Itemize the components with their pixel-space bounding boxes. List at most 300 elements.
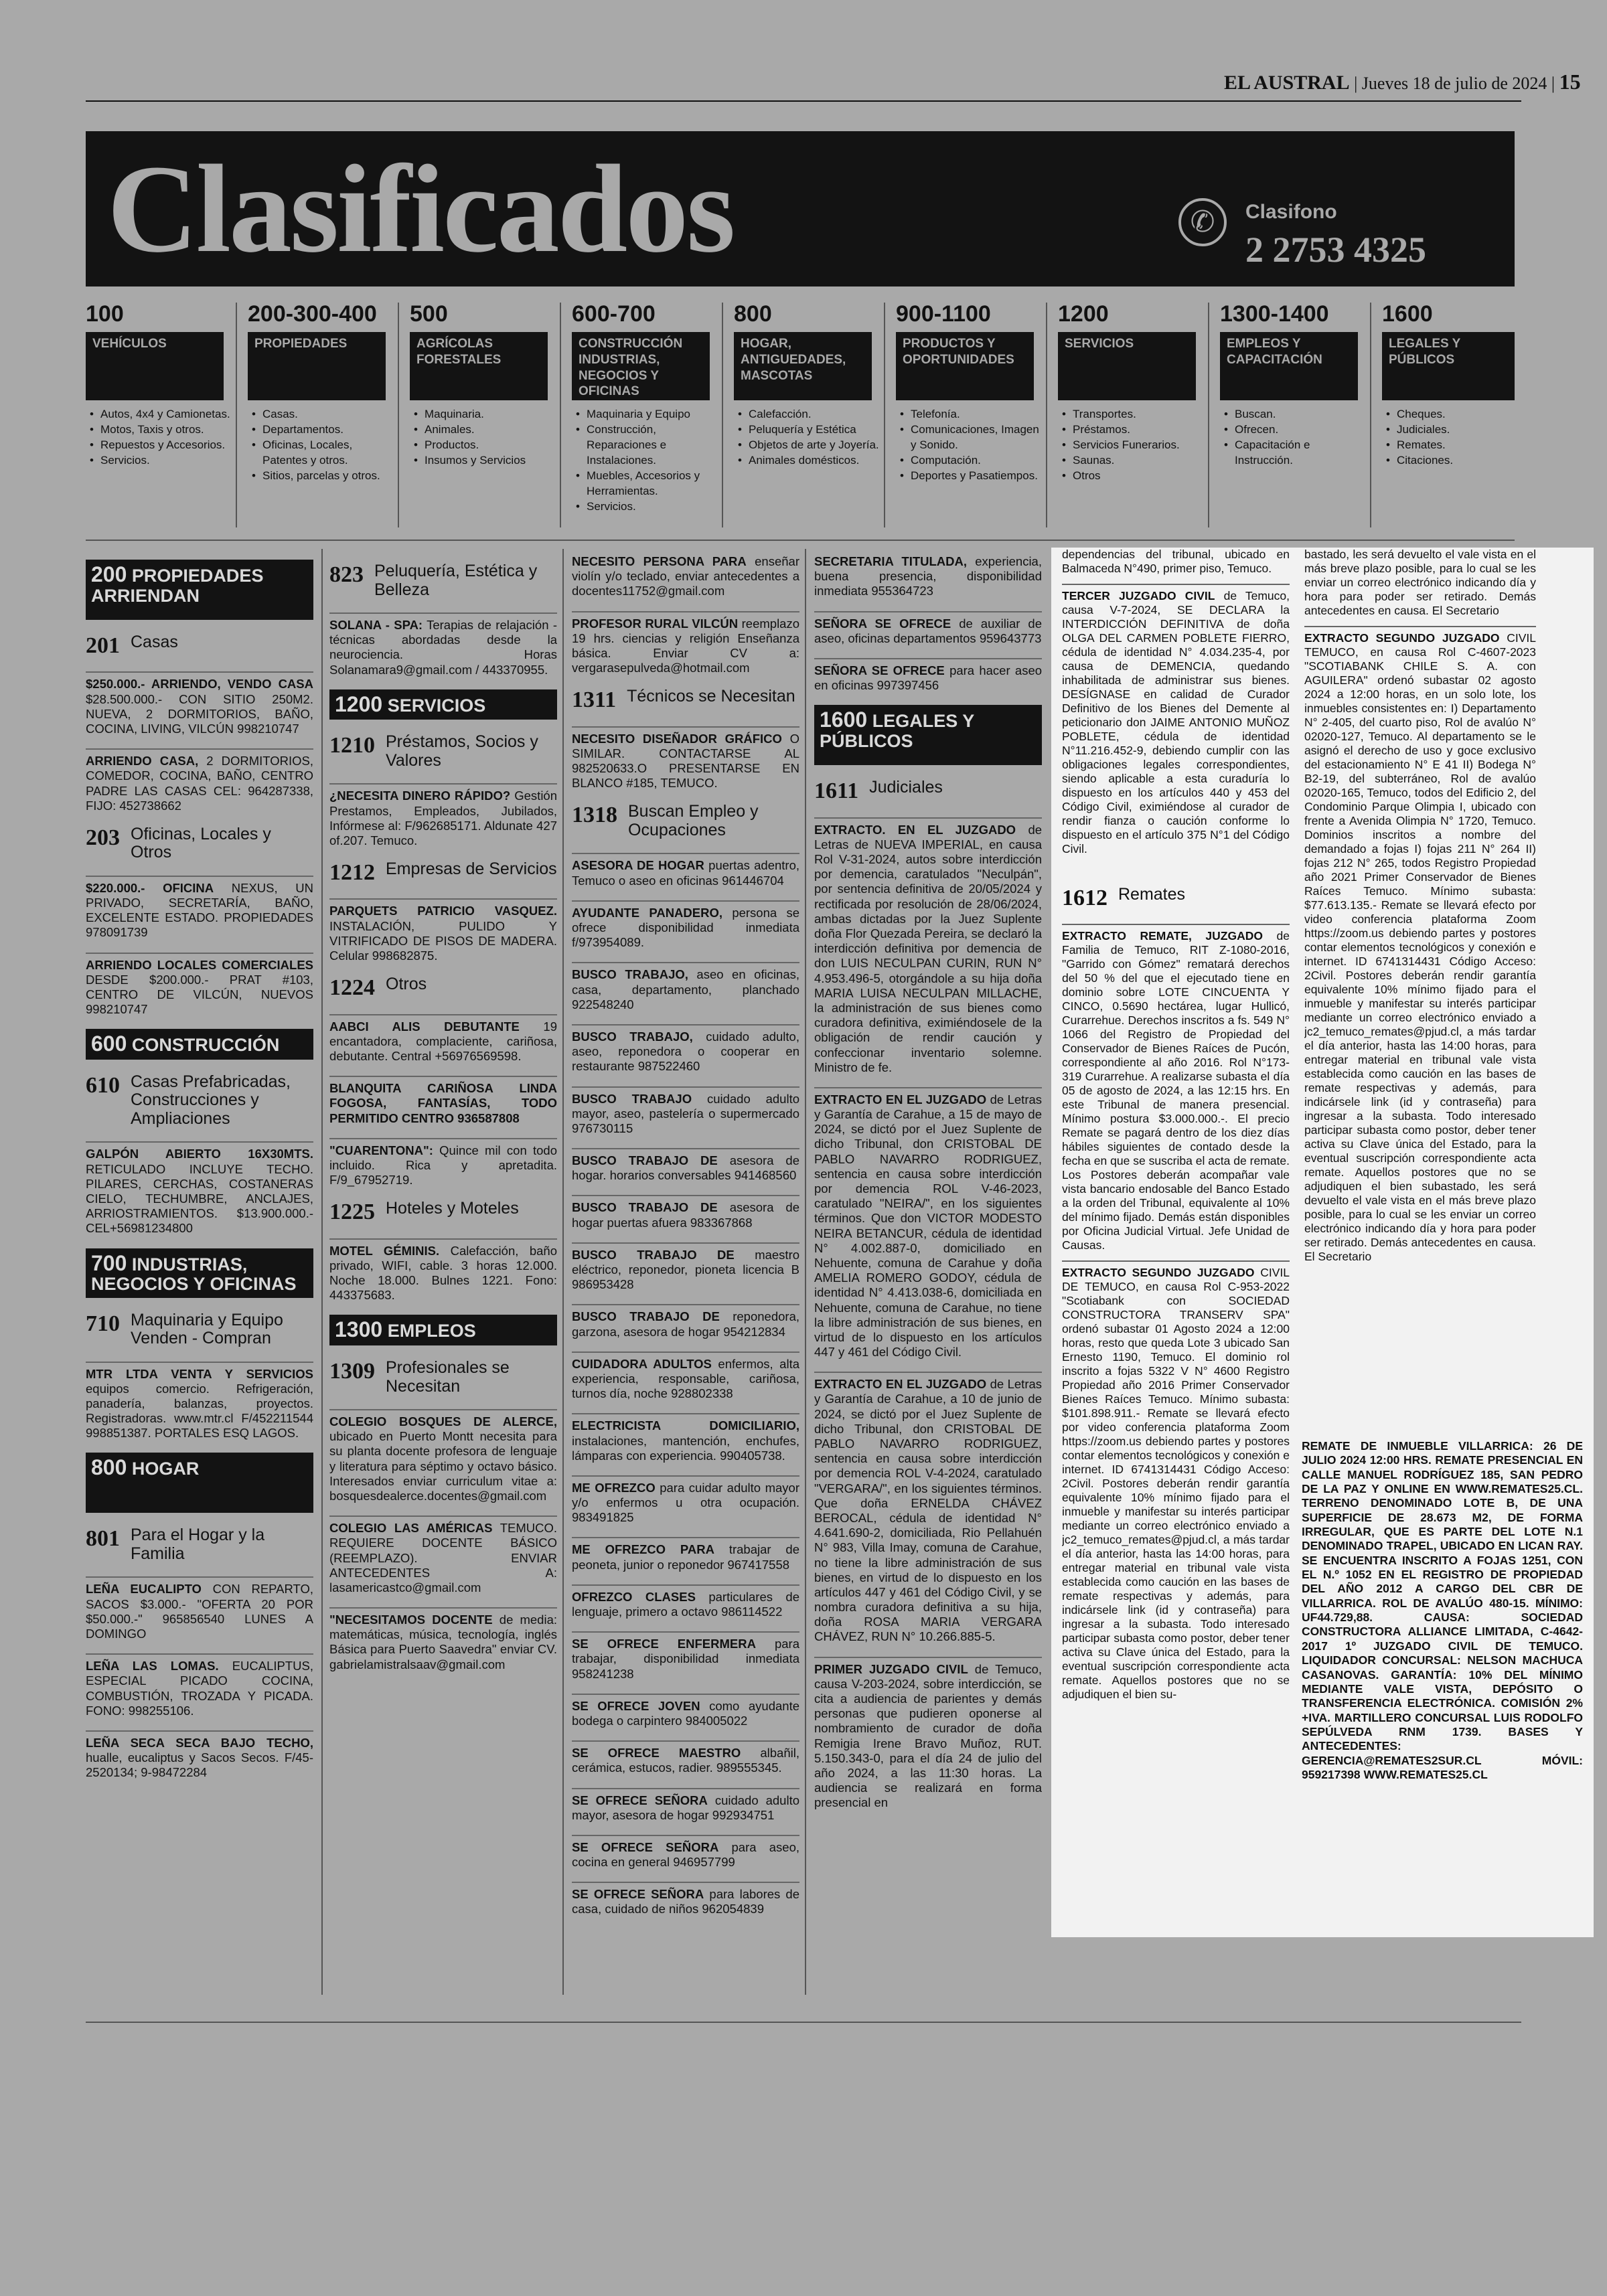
ad-body: ubicado en Puerto Montt necesita para su planta docente profesora de lenguaje y literatura para séptimo y octavo básico. Interesados enviar curriculum vitae a: bosquesdealerce.docentes@gmail.com xyxy=(329,1429,557,1503)
ad-lead: BLANQUITA CARIÑOSA LINDA xyxy=(329,1081,557,1096)
category-separator xyxy=(1370,303,1371,527)
classified-ad xyxy=(572,1304,799,1339)
classified-ad xyxy=(814,611,1042,646)
category-number: 1300-1400 xyxy=(1220,301,1329,327)
ad-lead: ARRIENDO LOCALES COMERCIALES xyxy=(86,957,313,972)
ad-lead: PRIMER JUZGADO CIVIL xyxy=(814,1661,968,1676)
category-item: • Oficinas, Locales, Patentes y otros. xyxy=(248,438,399,469)
category-number: 100 xyxy=(86,301,124,327)
classified-ad xyxy=(572,1086,799,1137)
category-item: • Cheques. xyxy=(1382,407,1515,422)
ad-body: puertas adentro, Temuco o aseo en oficinas 961446704 xyxy=(572,858,799,888)
subsection-title: Otros xyxy=(386,975,427,994)
ad-body: CIVIL TEMUCO, en causa Rol C-4607-2023 "SCOTIABANK CHILE S. A. con AGUILERA" ordenó subastar 02 agosto 2024 a 12:00 horas, en un solo lote, los inmuebles consistentes en: I) Departamento N° 2-405, del cuarto piso, Rol de avalúo N° 02020-127, Temuco. Al departamento se le asignó el derecho de uso y goce exclusivo del estacionamiento N° E 41 II) Bodega N° B2-19, del subterráneo, Rol de avalúo 02020-165, Temuco, todos del Edificio 2, del Condominio Parque Olimpia I, ubicado con frente a Avenida Olimpia N° 1720, Temuco. Dominios inscritos a nombre del demandado a fojas I) fojas 211 N° 264 II) fojas 212 N° 265, todos Registro Propiedad año 2021 Primer Conservador de Bienes Raíces Temuco. Mínimo subasta: $77.613.135.- Remate se llevará efecto por video conferencia plataforma Zoom https://zoom.us debiendo partes y postores contar elementos tecnológicos y conexión e internet. ID 6741314431 Código Acceso: 2Civil. Postores deberán rendir garantía equivalente 10% mínimo fijado para el inmueble y manifestar su interés participar mediante un correo electrónico enviado a jc2_temuco_remates@pjud.cl, a más tardar el día anterior, hasta las 14:00 horas, para entregar material en tribunal vale vista establecida como caución en las bases de remate respectivas y además, para indicársele link (id y contraseña) para ingresar a la subasta. Todo interesado participar subasta como postor, deber tener activa su Clave única del Estado, para la eventual suscripción correspondiente acta remate. Aquellos postores que no se adjudiquen el bien subastado, les será devuelto el vale vista en el más breve plazo posible, para lo cual se les enviar un correo electrónico indicando día y hora para poder ser retirado. Demás antecedentes en causa. El Secretario xyxy=(1304,631,1536,1263)
section-title: HOGAR xyxy=(131,1459,200,1479)
subsection-number: 1210 xyxy=(329,733,375,758)
legal-notice xyxy=(1062,924,1290,1252)
category-item: • Animales. xyxy=(410,422,561,438)
ad-body: 19 encantadora, complaciente, cariñosa, debutante. Central +56976569598. xyxy=(329,1019,557,1063)
ad-lead: BUSCO TRABAJO DE xyxy=(572,1200,718,1215)
subsection-801 xyxy=(86,1526,313,1563)
ad-lead: NECESITO PERSONA PARA xyxy=(572,554,747,568)
ad-lead: $220.000.- OFICINA xyxy=(86,880,214,895)
category-item: • Préstamos. xyxy=(1058,422,1209,438)
classified-ad xyxy=(572,611,799,676)
subsection-1210 xyxy=(329,733,557,770)
subsection-1318 xyxy=(572,803,799,839)
ad-lead: EXTRACTO REMATE, JUZGADO xyxy=(1062,929,1263,943)
subsection-number: 203 xyxy=(86,825,120,850)
subsection-number: 1311 xyxy=(572,687,617,713)
ad-lead: SE OFRECE SEÑORA xyxy=(572,1887,704,1902)
subsection-1309 xyxy=(329,1359,557,1396)
ad-body: asesora de hogar puertas afuera 983367868 xyxy=(572,1200,799,1230)
category-900-1100 xyxy=(896,303,1047,530)
remate-notice: REMATE DE INMUEBLE VILLARRICA: 26 DE JULIO 2024 12:00 HRS. REMATE PRESENCIAL EN CALLE MANUEL RODRÍGUEZ 185, SAN PEDRO DE LA PAZ Y ONLINE EN WWW.REMATES25.CL. TERRENO DENOMINADO LOTE B, DE UNA SUPERFICIE DE 28.673 M2, DE FORMA IRREGULAR, QUE ES PARTE DEL LOTE N.1 DENOMINADO TRAPEL, UBICADO EN LICAN RAY. SE ENCUENTRA INSCRITO A FOJAS 1251, CON EL N.º 1052 EN EL REGISTRO DE PROPIEDAD DEL AÑO 2012 A CARGO DEL CBR DE VILLARRICA. ROL DE AVALÚO 480-15. MÍNIMO: UF44.729,88. CAUSA: SOCIEDAD CONSTRUCTORA ALLIANCE LIMITADA, C-4642-2017 1º JUZGADO CIVIL DE TEMUCO. LIQUIDADOR CONCURSAL: NELSON MACHUCA CASANOVAS. GARANTÍA: 10% DEL MÍNIMO MEDIANTE VALE VISTA, DEPÓSITO O TRANSFERENCIA ELECTRÓNICA. COMISIÓN 2% +IVA. MARTILLERO CONCURSAL LUIS RODOLFO SEPÚLVEDA RNM 1739. BASES Y ANTECEDENTES: GERENCIA@REMATES2SUR.CL MÓVIL: 959217398 WWW.REMATES25.CL xyxy=(1302,1439,1583,1781)
category-number: 600-700 xyxy=(572,301,656,327)
ad-lead: AYUDANTE PANADERO, xyxy=(572,905,723,920)
page-number: 15 xyxy=(1559,70,1581,94)
category-200-300-400 xyxy=(248,303,399,530)
subsection-1611 xyxy=(814,778,1042,803)
subsection-title: Profesionales se Necesitan xyxy=(386,1358,510,1396)
category-item: • Judiciales. xyxy=(1382,422,1515,438)
subsection-1612 xyxy=(1062,886,1290,910)
classified-ad xyxy=(329,1238,557,1303)
legal-notice xyxy=(814,1087,1042,1360)
subsection-number: 610 xyxy=(86,1072,120,1098)
subsection-title: Préstamos, Socios y Valores xyxy=(386,732,538,770)
ad-body: CIVIL DE TEMUCO, en causa Rol C-953-2022 "Scotiabank con SOCIEDAD CONSTRUCTORA TRANSERV SPA" ordenó subastar 01 Agosto 2024 a 12:00 horas, resto que queda Lote 3 ubicado San Ernesto 1190, Temuco. El dominio rol inscrito a fojas 5322 V N° 4600 Registro Propiedad año 2016 Primer Conservador Bienes Raíces Temuco. Mínimo subasta: $101.898.911.- Remate se llevará efecto por video conferencia plataforma Zoom https://zoom.us debiendo partes y postores contar elementos tecnológicos y conexión e internet. ID 6741314431 Código Acceso: 2Civil. Postores deberán rendir garantía equivalente 10% mínimo fijado para el inmueble y manifestar su interés participar mediante un correo electrónico enviado a jc2_temuco_remates@pjud.cl, a más tardar el día anterior, hasta las 14:00 horas, para entregar material en tribunal vale vista establecida como caución en las bases de remate respectivas y además, para indicársele link (id y contraseña) para ingresar a la subasta. Todo interesado participar subasta como postor, deber tener activa su Clave única del Estado, para la eventual suscripción correspondiente acta remate. Aquellos postores que no se adjudiquen el bien su- xyxy=(1062,1266,1290,1702)
subsection-number: 201 xyxy=(86,633,120,658)
ad-lead: EXTRACTO SEGUNDO JUZGADO xyxy=(1304,631,1500,645)
category-separator xyxy=(560,303,561,527)
category-item: • Citaciones. xyxy=(1382,453,1515,469)
ad-body: albañil, cerámica, estucos, radier. 989555345. xyxy=(572,1746,799,1775)
category-name: PRODUCTOS Y OPORTUNIDADES xyxy=(896,332,1034,400)
classified-ad xyxy=(329,783,557,848)
ad-body: maestro eléctrico, reponedor, pioneta licencia B 986953428 xyxy=(572,1247,799,1292)
category-name: PROPIEDADES xyxy=(248,332,386,400)
category-separator xyxy=(398,303,399,527)
section-number: 1600 xyxy=(820,708,868,732)
ad-body: O SIMILAR. CONTACTARSE AL 982520633.O PRESENTARSE EN BLANCO #185, TEMUCO. xyxy=(572,731,799,791)
category-name: LEGALES Y PÚBLICOS xyxy=(1382,332,1515,400)
category-items xyxy=(734,407,885,469)
ad-lead: BUSCO TRABAJO DE xyxy=(572,1247,735,1262)
category-number: 1600 xyxy=(1382,301,1433,327)
ad-body: Calefacción, baño privado, WIFI, cable. 3 horas 12.000. Noche 18.000. Bulnes 1221. Fono: 443375683. xyxy=(329,1243,557,1303)
subsection-1311 xyxy=(572,687,799,712)
classified-ad xyxy=(329,1515,557,1595)
legal-notice xyxy=(1304,548,1536,618)
subsection-203 xyxy=(86,825,313,862)
subsection-710 xyxy=(86,1311,313,1348)
ad-lead: TERCER JUZGADO CIVIL xyxy=(1062,589,1215,602)
category-item: • Telefonía. xyxy=(896,407,1047,422)
subsection-1224 xyxy=(329,975,557,1000)
ad-body: particulares de lenguaje, primero a octavo 986114522 xyxy=(572,1589,799,1619)
classified-ad xyxy=(329,898,557,963)
ad-body: 2 DORMITORIOS, COMEDOR, COCINA, BAÑO, CENTRO PADRE LAS CASAS CEL: 964287338, FIJO: 452738662 xyxy=(86,754,313,813)
ad-lead: ARRIENDO CASA, xyxy=(86,754,199,768)
subsection-title: Empresas de Servicios xyxy=(386,859,557,879)
section-header-800 xyxy=(86,1453,313,1513)
ad-body: cuidado adulto, aseo, reponedora o cooperar en restaurante 987522460 xyxy=(572,1029,799,1074)
ad-body: hualle, eucaliptus y Sacos Secos. F/45-2520134; 9-98472284 xyxy=(86,1750,313,1780)
category-name: SERVICIOS xyxy=(1058,332,1196,400)
ad-lead: SEÑORA SE OFRECE xyxy=(814,616,951,631)
classified-ad xyxy=(572,1024,799,1074)
category-item: • Saunas. xyxy=(1058,453,1209,469)
ad-lead: ME OFREZCO PARA xyxy=(572,1542,714,1557)
ad-body: CON REPARTO, SACOS $3.000.- "OFERTA 20 POR $50.000.-" 965856540 LUNES A DOMINGO xyxy=(86,1582,313,1641)
ad-body: para aseo, cocina en general 946957799 xyxy=(572,1839,799,1870)
section-number: 800 xyxy=(91,1455,127,1480)
column-4 xyxy=(814,554,1042,2001)
subsection-number: 1612 xyxy=(1062,886,1107,910)
category-item: • Otros xyxy=(1058,469,1209,484)
category-item: • Servicios. xyxy=(86,453,237,469)
ad-body: para trabajar, disponibilidad inmediata 958241238 xyxy=(572,1637,799,1681)
category-index xyxy=(86,303,1515,530)
top-rule xyxy=(86,100,1521,102)
category-number: 200-300-400 xyxy=(248,301,377,327)
clasifono-label: Clasifono xyxy=(1245,201,1337,223)
classified-ad xyxy=(572,1584,799,1619)
section-header-1300 xyxy=(329,1315,557,1345)
classified-ad xyxy=(572,900,799,951)
category-rule xyxy=(86,540,1515,541)
ad-lead: SE OFRECE JOVEN xyxy=(572,1698,700,1713)
section-title: SERVICIOS xyxy=(387,695,486,716)
ad-body: cuidado adulto mayor, asesora de hogar 992934751 xyxy=(572,1793,799,1822)
category-items xyxy=(248,407,399,484)
classified-ad xyxy=(572,1195,799,1230)
subsection-number: 710 xyxy=(86,1311,120,1336)
ad-body: bastado, les será devuelto el vale vista en el más breve plazo posible, para lo cual se les enviar un correo electrónico indicando día y hora para poder ser retirado. Demás antecedentes en causa. El Secretario xyxy=(1304,548,1536,617)
legal-notice xyxy=(814,1372,1042,1644)
section-title: PROPIEDADES ARRIENDAN xyxy=(91,566,264,606)
classified-ad xyxy=(86,1730,313,1781)
category-item: • Casas. xyxy=(248,407,399,422)
category-item: • Peluquería y Estética xyxy=(734,422,885,438)
ad-body: de auxiliar de aseo, oficinas departamentos 959643773 xyxy=(814,616,1042,645)
classified-ad xyxy=(572,1242,799,1293)
ad-lead: BUSCO TRABAJO DE xyxy=(572,1153,718,1168)
ad-lead: ¿NECESITA DINERO RÁPIDO? xyxy=(329,789,511,803)
category-number: 500 xyxy=(410,301,448,327)
ad-body: Quince mil con todo incluido. Rica y apretadita. F/9_67952719. xyxy=(329,1143,557,1187)
ad-body: reemplazo 19 hrs. ciencias y religión Enseñanza básica. Enviar CV a: vergarasepulveda@hotmail.com xyxy=(572,616,799,675)
category-item: • Maquinaria y Equipo xyxy=(572,407,723,422)
legal-notice xyxy=(1304,626,1536,1264)
category-name: AGRÍCOLAS FORESTALES xyxy=(410,332,548,400)
section-header-1600 xyxy=(814,705,1042,765)
ad-lead: SE OFRECE SEÑORA xyxy=(572,1839,719,1854)
subsection-610 xyxy=(86,1073,313,1129)
classified-ad xyxy=(572,1835,799,1870)
ad-lead: "NECESITAMOS DOCENTE xyxy=(329,1613,493,1627)
subsection-title: Buscan Empleo y Ocupaciones xyxy=(628,802,759,839)
category-number: 1200 xyxy=(1058,301,1109,327)
category-separator xyxy=(236,303,237,527)
category-item: • Departamentos. xyxy=(248,422,399,438)
ad-body: EUCALIPTUS, ESPECIAL PICADO COCINA, COMBUSTIÓN, TROZADA Y PICADA. FONO: 998255106. xyxy=(86,1659,313,1718)
section-title: CONSTRUCCIÓN xyxy=(131,1035,280,1056)
ad-body: INSTALACIÓN, PULIDO Y VITRIFICADO DE PISOS DE MADERA. Celular 998682875. xyxy=(329,918,557,963)
classified-ad xyxy=(86,1653,313,1718)
column-separator xyxy=(562,549,564,1995)
subsection-201 xyxy=(86,633,313,658)
column-separator xyxy=(805,549,806,1995)
ad-lead: AABCI ALIS DEBUTANTE xyxy=(329,1019,520,1034)
category-items xyxy=(86,407,237,469)
ad-body: reponedora, garzona, asesora de hogar 954212834 xyxy=(572,1309,799,1339)
clasifono-number: 2 2753 4325 xyxy=(1245,230,1426,270)
ad-body: de Letras y Garantía de Carahue, a 10 de junio de 2024, se dictó por el Juez Suplente de dicho Tribunal, don CRISTOBAL DE PABLO NAVARRO RODRIGUEZ, sentencia en causa sobre interdicción por demencia ROL V-4-2024, caratulado "VERGARA/", en los siguientes términos. Que doña ERNELDA CHÁVEZ BEROCAL, cédula de identidad N° 4.641.690-2, domiciliada, Rio Pellahuén N° 983, Villa Imay, comuna de Carahue, no tiene la libre administración de sus bienes, en virtud de lo dispuesto en los artículos 447 y 461 del Código Civil, y se nombra curadora definitiva a su hija, doña ROSA MARIA VERGARA CHÁVEZ, RUN N° 10.266.885-5. xyxy=(814,1377,1042,1644)
ad-lead: MOTEL GÉMINIS. xyxy=(329,1243,440,1258)
category-name: CONSTRUCCIÓN INDUSTRIAS, NEGOCIOS Y OFICINAS xyxy=(572,332,710,400)
masthead: EL AUSTRAL | Jueves 18 de julio de 2024 | 15 xyxy=(1224,70,1581,94)
classified-ad xyxy=(572,853,799,888)
ad-body: instalaciones, mantención, enchufes, lámparas con experiencia. 990405738. xyxy=(572,1433,799,1463)
ad-body: equipos comercio. Refrigeración, panadería, balanzas, proyectos. Registradoras. www.mtr.cl F/452211544 998851387. PORTALES ESQ LAGOS. xyxy=(86,1381,313,1441)
subsection-number: 1212 xyxy=(329,860,375,886)
subsection-823 xyxy=(329,562,557,599)
category-separator xyxy=(1208,303,1209,527)
category-name: HOGAR, ANTIGUEDADES, MASCOTAS xyxy=(734,332,872,400)
ad-body: FOGOSA, FANTASÍAS, TODO PERMITIDO CENTRO 936587808 xyxy=(329,1096,557,1125)
category-item: • Muebles, Accesorios y Herramientas. xyxy=(572,469,723,499)
classified-ad xyxy=(329,1076,557,1126)
section-number: 1300 xyxy=(335,1317,383,1342)
ad-lead: BUSCO TRABAJO, xyxy=(572,1029,693,1044)
ad-body: experiencia, buena presencia, disponibilidad inmediata 955364723 xyxy=(814,554,1042,598)
column-5 xyxy=(1062,548,1290,1710)
ad-lead: EXTRACTO. EN EL JUZGADO xyxy=(814,822,1016,837)
classified-ad xyxy=(814,658,1042,693)
ad-body: de Temuco, causa V-203-2024, sobre interdicción, se cita a audiencia de parientes y demás personas que pudieren oponerse al nombramiento de curador de doña Remigia Irene Bravo Muñoz, RUT. 5.150.343-0, para el día 24 de julio del año 2024, a las 11:30 horas. La audiencia se realizará en forma presencial en xyxy=(814,1661,1042,1810)
ad-body: dependencias del tribunal, ubicado en Balmaceda N°490, primer piso, Temuco. xyxy=(1062,548,1290,575)
ad-body: asesora de hogar. horarios conversables 941468560 xyxy=(572,1153,799,1183)
category-number: 800 xyxy=(734,301,772,327)
ad-body: de media: matemáticas, música, tecnología, inglés Básica para Puerto Saavedra" enviar CV. gabrielamistralsaav@gmail.com xyxy=(329,1613,557,1671)
ad-lead: GALPÓN ABIERTO 16X30MTS. xyxy=(86,1147,313,1161)
classified-ad xyxy=(329,1409,557,1503)
category-item: • Maquinaria. xyxy=(410,407,561,422)
ad-lead: PROFESOR RURAL VILCÚN xyxy=(572,616,739,631)
section-header-200 xyxy=(86,560,313,620)
ad-lead: LEÑA LAS LOMAS. xyxy=(86,1659,219,1673)
ad-body: para cuidar adulto mayor y/o enfermos u otra ocupación. 983491825 xyxy=(572,1480,799,1525)
category-name: EMPLEOS Y CAPACITACIÓN xyxy=(1220,332,1358,400)
ad-body: persona se ofrece disponibilidad inmediata f/973954089. xyxy=(572,905,799,950)
category-item: • Calefacción. xyxy=(734,407,885,422)
masthead-paper: EL AUSTRAL xyxy=(1224,72,1350,94)
classified-ad xyxy=(86,1362,313,1441)
subsection-number: 1611 xyxy=(814,778,859,804)
ad-lead: EXTRACTO EN EL JUZGADO xyxy=(814,1377,987,1392)
subsection-title: Maquinaria y Equipo Venden - Compran xyxy=(131,1310,283,1348)
classified-ad xyxy=(86,1141,313,1236)
ad-lead: ASESORA DE HOGAR xyxy=(572,858,704,873)
clasificados-banner xyxy=(86,131,1515,286)
masthead-date: Jueves 18 de julio de 2024 xyxy=(1361,74,1547,93)
classified-ad xyxy=(572,1475,799,1526)
subsection-number: 1318 xyxy=(572,803,617,828)
ad-body: Gestión Prestamos, Empleados, Jubilados, Infórmese al: F/962685171. Aldunate 427 of.207. Temuco. xyxy=(329,789,557,847)
category-item: • Construcción, Reparaciones e Instalaciones. xyxy=(572,422,723,469)
ad-body: Terapias de relajación - técnicas abordadas desde la neurociencia. Horas Solanamara9@gmail.com / 443370955. xyxy=(329,618,557,677)
ad-body: aseo en oficinas, casa, departamento, planchado 922548240 xyxy=(572,967,799,1011)
ad-body: NEXUS, UN PRIVADO, SECRETARÍA, BAÑO, EXCELENTE ESTADO. PROPIEDADES 978091739 xyxy=(86,880,313,940)
category-item: • Insumos y Servicios xyxy=(410,453,561,469)
classified-ad xyxy=(572,1788,799,1823)
category-item: • Autos, 4x4 y Camionetas. xyxy=(86,407,237,422)
subsection-title: Remates xyxy=(1118,885,1186,904)
ad-lead: ELECTRICISTA DOMICILIARIO, xyxy=(572,1418,799,1433)
category-items xyxy=(572,407,723,515)
classified-ad xyxy=(572,1537,799,1572)
ad-lead: NECESITO DISEÑADOR GRÁFICO xyxy=(572,731,782,746)
ad-body: de Temuco, causa V-7-2024, SE DECLARA la INTERDICCIÓN DEFINITIVA de doña OLGA DEL CARMEN POBLETE FIERRO, cédula de identidad N° 4.034.235-4, por causa de DEMENCIA, quedando inhabilitada de administrar sus bienes. DESÍGNASE en calidad de Curador Definitivo de los Bienes del Demente al peticionario don JAIME ANTONIO MUÑOZ POBLETE, cédula de identidad N°11.216.452-9, debiendo cumplir con las obligaciones legales correspondientes, siendo aplicable a esta curaduría lo dispuesto en los artículos 440 y 453 del Código Civil, eximiéndose al curador de rendir fianza o caución conforme lo dispuesto en el artículo 375 N°1 del Código Civil. xyxy=(1062,589,1290,855)
ad-lead: SE OFRECE ENFERMERA xyxy=(572,1637,756,1651)
legal-notice xyxy=(1062,1260,1290,1702)
ad-body: de Letras de NUEVA IMPERIAL, en causa Rol V-31-2024, autos sobre interdicción por demencia, caratulados "Neculpán", por sentencia definitiva de 20/05/2024 y rectificada por resolución de 28/06/2024, ambas dictadas por la Juez Suplente doña Flor Quezada Pereira, se declaró la interdicción definitiva por demencia de don LUIS NECULPAN CURIN, RUN N° 4.953.496-5, otorgándole a su hija doña MARIA LUISA NECULPAN MILLACHE, la administración de sus bienes como curadora definitiva, eximiéndosele de la obligación de rendir caución y confeccionar inventario solemne. Ministro de fe. xyxy=(814,822,1042,1074)
subsection-number: 1224 xyxy=(329,975,375,1001)
ad-body: de Familia de Temuco, RIT Z-1080-2016, "Garrido con Gómez" rematará derechos del 50 % del que el ejecutado tiene en dominio sobre LOTE CINCUENTA Y CINCO, 0.5690 hectárea, lugar Hullicó, Curarrehue. Derechos inscritos a fs. 549 N° 1066 del Registro de Propiedad del Conservador de Bienes Raíces de Pucón, correspondiente al año 2016. Rol N°173-319 Curarrehue. A realizarse subasta el día 05 de agosto de 2024, a las 12:15 hrs. En este Tribunal de manera presencial. Mínimo postura $3.000.000.-. El precio Remate se pagará dentro de los diez días hábiles siguientes de contado desde la fecha en que se suscriba el acta de remate. Los Postores deberán acompañar vale vista bancario endosable del Banco Estado a la orden del Tribunal, equivalente al 10% del mínimo fijado. Demás están disponibles por Oficina Judicial Virtual. Jefe Unidad de Causas. xyxy=(1062,929,1290,1252)
ad-body: enfermos, alta experiencia, responsable, cariñosa, turnos día, noche 928802338 xyxy=(572,1356,799,1401)
section-title: Clasificados xyxy=(107,139,734,278)
subsection-number: 823 xyxy=(329,562,364,587)
category-item: • Capacitación e Instrucción. xyxy=(1220,438,1371,469)
category-item: • Sitios, parcelas y otros. xyxy=(248,469,399,484)
category-items xyxy=(1058,407,1209,484)
section-header-1200 xyxy=(329,689,557,720)
classified-ad xyxy=(86,748,313,813)
classified-ad xyxy=(572,1148,799,1183)
classified-ad xyxy=(572,962,799,1012)
classified-ad xyxy=(572,554,799,599)
category-items xyxy=(1220,407,1371,469)
ad-lead: SEÑORA SE OFRECE xyxy=(814,663,945,677)
ad-lead: MTR LTDA VENTA Y SERVICIOS xyxy=(86,1366,313,1381)
category-items xyxy=(896,407,1047,484)
subsection-number: 1225 xyxy=(329,1200,375,1225)
column-3 xyxy=(572,554,799,2001)
ad-body: cuidado adulto mayor, aseo, pastelería o supermercado 976730115 xyxy=(572,1091,799,1135)
category-name: VEHÍCULOS xyxy=(86,332,224,400)
column-1 xyxy=(86,554,313,2001)
ad-lead: EXTRACTO EN EL JUZGADO xyxy=(814,1092,987,1106)
ad-lead: COLEGIO LAS AMÉRICAS xyxy=(329,1521,493,1536)
ad-body: $28.500.000.- CON SITIO 250M2. NUEVA, 2 DORMITORIOS, BAÑO, COCINA, LIVING, VILCÚN 998210747 xyxy=(86,691,313,736)
subsection-title: Hoteles y Moteles xyxy=(386,1199,519,1218)
subsection-title: Peluquería, Estética y Belleza xyxy=(374,562,538,599)
subsection-title: Técnicos se Necesitan xyxy=(627,687,795,706)
subsection-number: 801 xyxy=(86,1526,120,1552)
legal-notices-panel xyxy=(1051,548,1594,1937)
subsection-title: Casas Prefabricadas, Construcciones y Ampliaciones xyxy=(131,1072,291,1128)
ad-body: TEMUCO. REQUIERE DOCENTE BÁSICO (REEMPLAZO). ENVIAR ANTECEDENTES A: lasamericastco@gmail.com xyxy=(329,1521,557,1594)
ad-lead: SE OFRECE SEÑORA xyxy=(572,1793,708,1807)
classified-ad xyxy=(86,1576,313,1641)
classified-ad xyxy=(572,726,799,791)
classified-ad xyxy=(86,671,313,736)
classified-ad xyxy=(329,1607,557,1672)
category-items xyxy=(410,407,561,469)
bottom-rule xyxy=(86,2022,1521,2023)
category-item: • Ofrecen. xyxy=(1220,422,1371,438)
classified-ad xyxy=(329,1138,557,1188)
ad-lead: SOLANA - SPA: xyxy=(329,618,423,632)
category-number: 900-1100 xyxy=(896,301,991,327)
remate-box xyxy=(1291,1430,1594,1819)
category-1300-1400 xyxy=(1220,303,1371,530)
category-separator xyxy=(884,303,885,527)
category-item: • Comunicaciones, Imagen y Sonido. xyxy=(896,422,1047,453)
ad-lead: "CUARENTONA": xyxy=(329,1143,433,1157)
ad-body: enseñar violín y/o teclado, enviar antecedentes a docentes11752@gmail.com xyxy=(572,554,799,598)
category-item: • Deportes y Pasatiempos. xyxy=(896,469,1047,484)
ad-body: trabajar de peoneta, junior o reponedor 967417558 xyxy=(572,1542,799,1572)
phone-icon: ✆ xyxy=(1178,198,1227,246)
subsection-title: Oficinas, Locales y Otros xyxy=(131,824,271,862)
classified-ad xyxy=(572,1631,799,1682)
section-title: LEGALES Y PÚBLICOS xyxy=(820,711,974,751)
legal-notice xyxy=(1062,548,1290,576)
category-separator xyxy=(722,303,723,527)
subsection-title: Para el Hogar y la Familia xyxy=(131,1526,265,1563)
category-1600 xyxy=(1382,303,1515,530)
classified-ad xyxy=(572,1882,799,1916)
ad-lead: SE OFRECE MAESTRO xyxy=(572,1746,741,1760)
ad-body: de Letras y Garantía de Carahue, a 15 de mayo de 2024, se dictó por el Juez Suplente de dicho Tribunal, don CRISTOBAL DE PABLO NAVARRO RODRIGUEZ, sentencia en causa sobre interdicción por demencia ROL V-46-2023, caratulado "NEIRA/", en los siguientes términos. Que don VICTOR MODESTO NEIRA BETANCUR, cédula de identidad N° 4.002.887-0, domiciliado en Nehuente, comuna de Carahue y doña AMELIA ROMERO GODOY, cédula de identidad N° 4.413.038-6, domiciliada en Nehuente, comuna de Carahue, no tiene la libre administración de sus bienes, en virtud de lo dispuesto en los artículos 447 y 461 del Código Civil. xyxy=(814,1092,1042,1360)
ad-body: como ayudante bodega o carpintero 984005022 xyxy=(572,1698,799,1728)
classified-ad xyxy=(86,953,313,1017)
category-item: • Buscan. xyxy=(1220,407,1371,422)
subsection-1212 xyxy=(329,860,557,885)
legal-notice xyxy=(814,817,1042,1075)
category-item: • Productos. xyxy=(410,438,561,453)
ad-body: para labores de casa, cuidado de niños 962054839 xyxy=(572,1887,799,1916)
ad-lead: BUSCO TRABAJO xyxy=(572,1091,692,1106)
ad-body: RETICULADO INCLUYE TECHO. PILARES, CERCHAS, COSTANERAS CIELO, TECHUMBRE, ANCLAJES, ARRIOSTRAMIENTOS. $13.900.000.- CEL+56981234800 xyxy=(86,1161,313,1236)
classified-ad xyxy=(572,1694,799,1728)
section-number: 1200 xyxy=(335,691,383,716)
classified-ad xyxy=(572,1351,799,1402)
legal-notice xyxy=(1062,584,1290,856)
category-item: • Servicios. xyxy=(572,499,723,515)
ad-lead: LEÑA EUCALIPTO xyxy=(86,1582,202,1596)
section-title: INDUSTRIAS, NEGOCIOS Y OFICINAS xyxy=(91,1254,297,1295)
legal-notice xyxy=(814,1657,1042,1811)
ad-lead: EXTRACTO SEGUNDO JUZGADO xyxy=(1062,1266,1255,1280)
ad-body: para hacer aseo en oficinas 997397456 xyxy=(814,663,1042,693)
ad-lead: ME OFREZCO xyxy=(572,1480,656,1495)
category-800 xyxy=(734,303,885,530)
ad-lead: LEÑA SECA SECA BAJO TECHO, xyxy=(86,1735,313,1750)
column-2 xyxy=(329,554,557,2001)
subsection-1225 xyxy=(329,1200,557,1224)
section-number: 700 xyxy=(91,1250,127,1275)
ad-lead: SECRETARIA TITULADA, xyxy=(814,554,968,568)
category-item: • Repuestos y Accesorios. xyxy=(86,438,237,453)
category-item: • Remates. xyxy=(1382,438,1515,453)
section-title: EMPLEOS xyxy=(387,1321,476,1341)
classified-ad xyxy=(329,1014,557,1064)
